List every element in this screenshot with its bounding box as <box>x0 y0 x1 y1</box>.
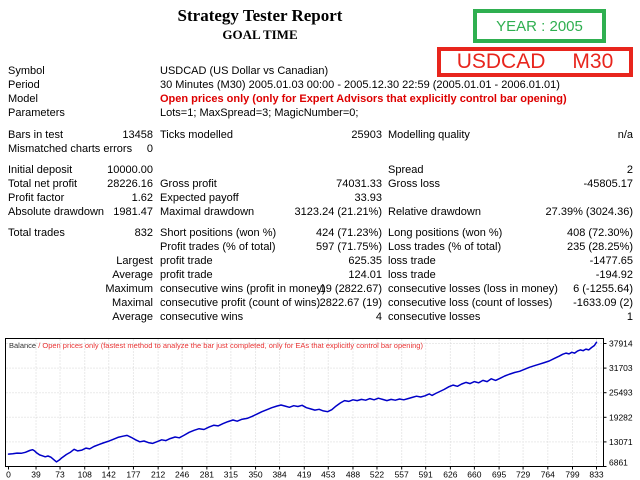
stats-row <box>0 254 640 268</box>
stats-row <box>0 128 640 142</box>
y-axis-label: 19282 <box>609 412 633 423</box>
stats-row <box>0 177 640 191</box>
stat-value: 74031.33 <box>336 178 382 190</box>
stat-value: 28226.16 <box>107 178 153 190</box>
chart-subtitle: / Open prices only (fastest method to analyze the bar just completed, only for EAs that explicitly control bar opening) <box>36 341 423 350</box>
y-axis-label: 25493 <box>609 387 633 398</box>
stat-value: 13458 <box>122 129 153 141</box>
stat-label: Gross loss <box>388 178 440 190</box>
x-axis-label: 660 <box>467 469 482 480</box>
x-axis-label: 350 <box>248 469 263 480</box>
stat-value: Maximal <box>112 297 153 309</box>
stat-value: Maximum <box>105 283 153 295</box>
stat-value: 832 <box>134 227 153 239</box>
stat-value: Largest <box>116 255 153 267</box>
stat-label: Profit trades (% of total) <box>160 241 276 253</box>
stat-value: 19 (2822.67) <box>319 283 382 295</box>
x-axis-label: 0 <box>6 469 11 480</box>
stat-label: Ticks modelled <box>160 129 233 141</box>
stat-value: Average <box>112 311 153 323</box>
x-axis-label: 108 <box>77 469 92 480</box>
stats-row <box>0 240 640 254</box>
stat-label: loss trade <box>388 255 436 267</box>
balance-chart-svg <box>0 338 640 480</box>
x-axis-label: 384 <box>272 469 287 480</box>
stat-label: Loss trades (% of total) <box>388 241 502 253</box>
stat-value: 2 <box>626 164 633 176</box>
info-value: USDCAD (US Dollar vs Canadian) <box>160 65 329 77</box>
info-row <box>0 78 640 92</box>
info-label: Symbol <box>8 65 45 77</box>
stat-label: Maximal drawdown <box>160 206 255 218</box>
stat-label: Long positions (won %) <box>388 227 503 239</box>
stat-label: profit trade <box>160 269 213 281</box>
stat-label: Total trades <box>8 227 65 239</box>
stat-label: loss trade <box>388 269 436 281</box>
x-axis-label: 142 <box>101 469 116 480</box>
x-axis-label: 453 <box>321 469 336 480</box>
stat-value: 3123.24 (21.21%) <box>294 206 382 218</box>
x-axis-label: 419 <box>297 469 312 480</box>
info-section <box>0 64 640 120</box>
stats-row <box>0 191 640 205</box>
stat-value: 625.35 <box>348 255 382 267</box>
stat-label: consecutive losses <box>388 311 481 323</box>
stat-value: 597 (71.75%) <box>315 241 382 253</box>
info-value: 30 Minutes (M30) 2005.01.03 00:00 - 2005.12.30 22:59 (2005.01.01 - 2006.01.01) <box>160 79 560 91</box>
info-value: Open prices only (only for Expert Advisors that explicitly control bar opening) <box>160 93 567 105</box>
chart-title: Balance <box>9 341 37 350</box>
info-row <box>0 92 640 106</box>
stat-value: -45805.17 <box>583 178 633 190</box>
x-axis-label: 246 <box>175 469 190 480</box>
x-axis-label: 695 <box>491 469 507 480</box>
stat-label: Profit factor <box>8 192 65 204</box>
x-axis-label: 281 <box>199 469 214 480</box>
stats-section <box>0 128 640 324</box>
stat-value: 6 (-1255.64) <box>573 283 633 295</box>
x-axis-label: 177 <box>126 469 141 480</box>
x-axis-label: 729 <box>515 469 531 480</box>
stat-value: -1633.09 (2) <box>573 297 633 309</box>
stat-label: Absolute drawdown <box>8 206 105 218</box>
y-axis-label: 13071 <box>609 436 633 447</box>
x-axis-label: 212 <box>151 469 166 480</box>
x-axis-label: 73 <box>55 469 65 480</box>
chart-header-label <box>9 341 423 350</box>
x-axis-label: 764 <box>540 469 555 480</box>
symbol-badge-symbol: USDCAD <box>456 50 546 73</box>
stat-value: 1981.47 <box>113 206 153 218</box>
balance-chart <box>0 338 640 480</box>
stats-row <box>0 296 640 310</box>
stat-label: Modelling quality <box>388 129 470 141</box>
report-header <box>0 6 520 43</box>
year-badge <box>473 9 606 43</box>
symbol-badge-timeframe: M30 <box>572 50 614 73</box>
stat-label: Mismatched charts errors <box>8 143 133 155</box>
stat-value: 424 (71.23%) <box>315 227 382 239</box>
stat-value: 1 <box>626 311 633 323</box>
stat-label: consecutive losses (loss in money) <box>388 283 558 295</box>
year-badge-label: YEAR : 2005 <box>496 17 583 35</box>
report-subtitle: GOAL TIME <box>222 27 298 42</box>
stat-value: 2822.67 (19) <box>319 297 382 309</box>
stat-label: Relative drawdown <box>388 206 481 218</box>
stat-value: 4 <box>375 311 382 323</box>
x-axis-label: 39 <box>31 469 41 480</box>
stat-label: Bars in test <box>8 129 64 141</box>
stat-value: -1477.65 <box>589 255 633 267</box>
stat-value: Average <box>112 269 153 281</box>
stat-value: 10000.00 <box>107 164 153 176</box>
x-axis-label: 522 <box>369 469 385 480</box>
stat-value: -194.92 <box>595 269 633 281</box>
stat-value: 408 (72.30%) <box>566 227 633 239</box>
stat-value: 235 (28.25%) <box>566 241 633 253</box>
info-label: Model <box>8 93 38 105</box>
stat-label: Short positions (won %) <box>160 227 277 239</box>
stat-value: n/a <box>617 129 633 141</box>
stat-label: Gross profit <box>160 178 217 190</box>
x-axis-label: 591 <box>418 469 433 480</box>
stats-row <box>0 142 640 156</box>
x-axis-label: 315 <box>223 469 238 480</box>
y-axis-label: 6861 <box>609 457 628 468</box>
stats-row <box>0 268 640 282</box>
report-title: Strategy Tester Report <box>177 6 343 25</box>
stat-value: 0 <box>146 143 153 155</box>
info-row <box>0 106 640 120</box>
x-axis-label: 557 <box>394 469 409 480</box>
y-axis-label: 31703 <box>609 363 633 374</box>
stat-value: 27.39% (3024.36) <box>545 206 633 218</box>
x-axis-label: 626 <box>443 469 458 480</box>
stats-row <box>0 282 640 296</box>
stat-label: Expected payoff <box>160 192 239 204</box>
x-axis-label: 799 <box>565 469 580 480</box>
x-axis-label: 488 <box>345 469 361 480</box>
info-label: Parameters <box>8 107 65 119</box>
stat-label: Total net profit <box>8 178 78 190</box>
stat-label: Initial deposit <box>8 164 73 176</box>
stats-row <box>0 205 640 219</box>
stat-label: consecutive wins <box>160 311 244 323</box>
info-label: Period <box>8 79 40 91</box>
info-row <box>0 64 640 78</box>
stats-row <box>0 310 640 324</box>
stat-value: 25903 <box>351 129 382 141</box>
stats-row <box>0 226 640 240</box>
stat-label: consecutive loss (count of losses) <box>388 297 553 309</box>
stat-label: Spread <box>388 164 424 176</box>
stats-row <box>0 163 640 177</box>
info-value: Lots=1; MaxSpread=3; MagicNumber=0; <box>160 107 359 119</box>
y-axis-label: 37914 <box>609 338 633 349</box>
stat-value: 33.93 <box>354 192 382 204</box>
stat-value: 1.62 <box>131 192 153 204</box>
stat-value: 124.01 <box>348 269 382 281</box>
x-axis-label: 833 <box>589 469 604 480</box>
stat-label: consecutive profit (count of wins) <box>160 297 321 309</box>
stat-label: profit trade <box>160 255 213 267</box>
stat-label: consecutive wins (profit in money) <box>160 283 326 295</box>
